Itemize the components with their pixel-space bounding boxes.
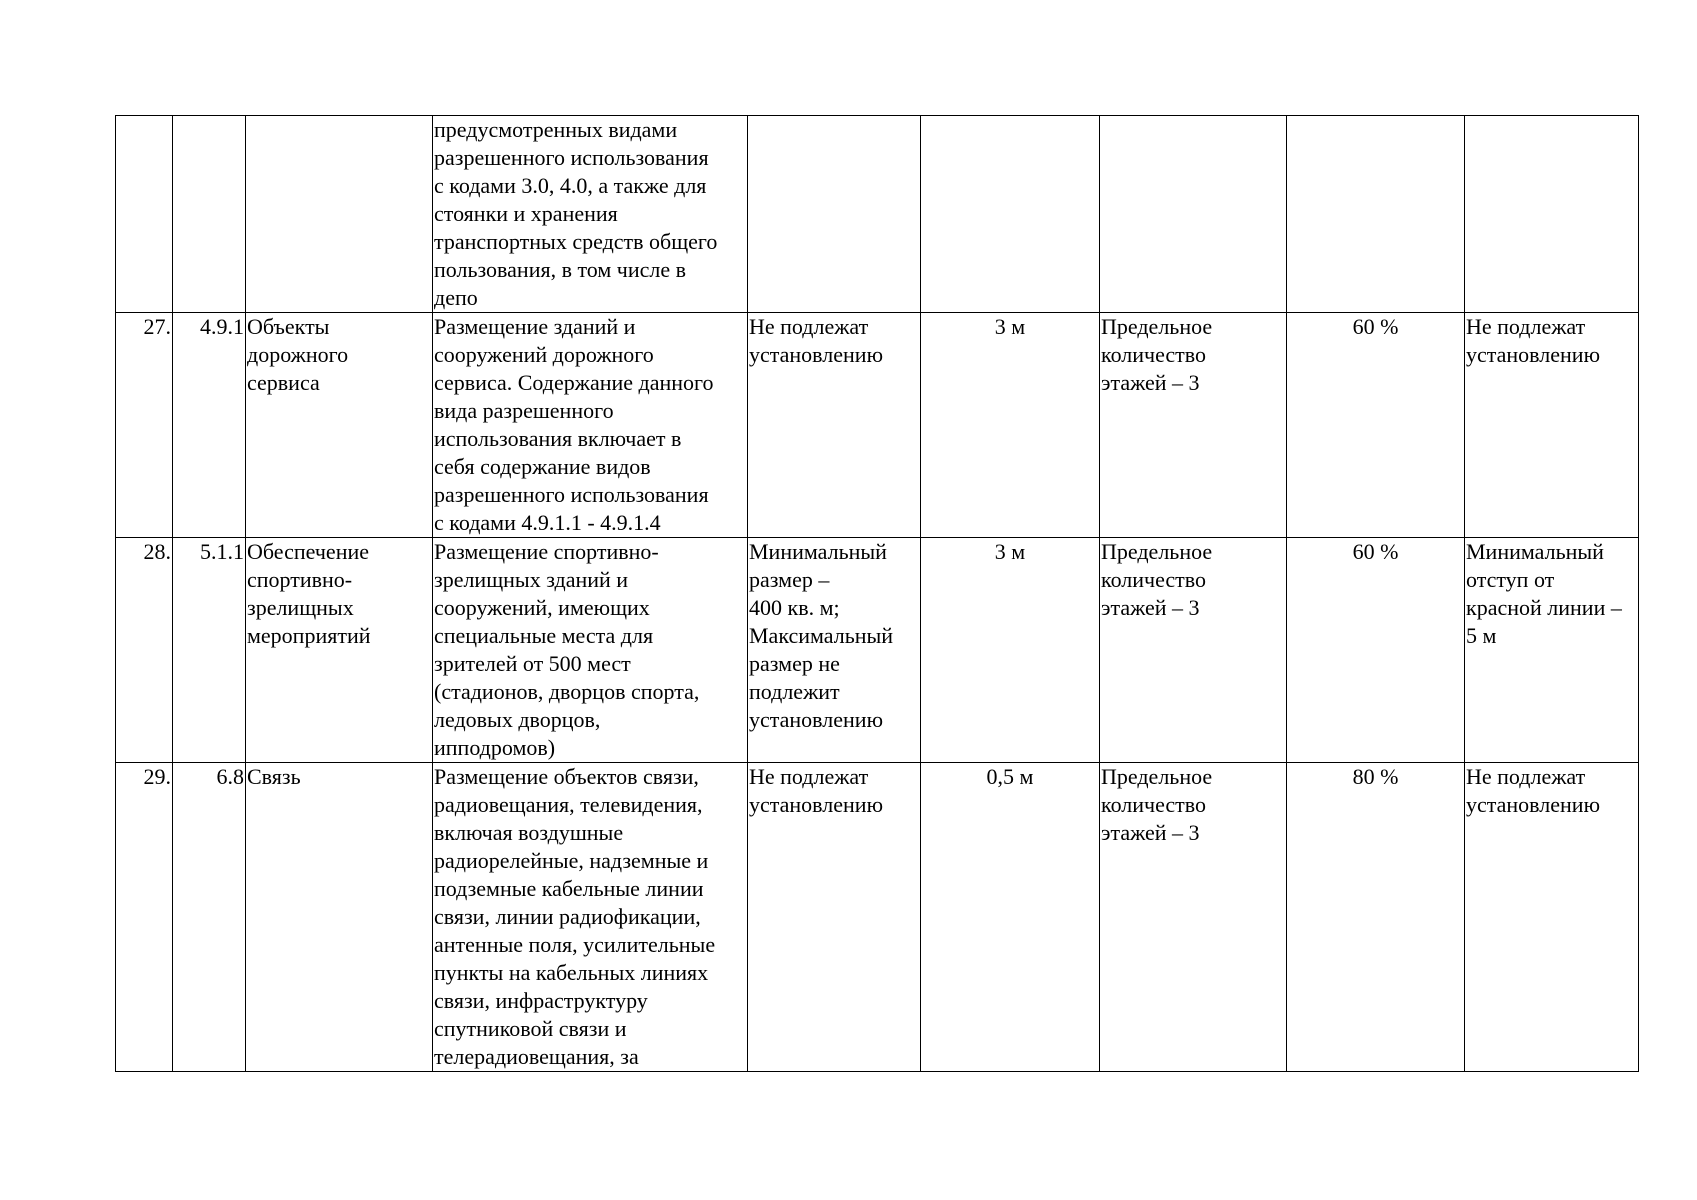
plot-size-cell: Не подлежат установлению <box>748 313 921 538</box>
coverage-percent-cell <box>1287 116 1465 313</box>
use-code-cell: 5.1.1 <box>173 538 246 763</box>
setback-cell <box>921 116 1100 313</box>
setback-cell: 0,5 м <box>921 763 1100 1072</box>
use-description-cell: Размещение зданий и сооружений дорожного сервиса. Содержание данного вида разрешенного использования включает в себя содержание видов разрешенного использования с кодами 4.9.1.1 - 4.9.1.4 <box>433 313 748 538</box>
setback-cell: 3 м <box>921 538 1100 763</box>
use-code-cell <box>173 116 246 313</box>
floors-cell: Предельное количество этажей – 3 <box>1100 763 1287 1072</box>
setback-cell: 3 м <box>921 313 1100 538</box>
plot-size-cell: Не подлежат установлению <box>748 763 921 1072</box>
floors-cell <box>1100 116 1287 313</box>
row-number-cell: 29. <box>116 763 173 1072</box>
use-name-cell: Обеспечение спортивно- зрелищных мероприятий <box>246 538 433 763</box>
coverage-percent-cell: 60 % <box>1287 313 1465 538</box>
use-description-cell: Размещение спортивно- зрелищных зданий и сооружений, имеющих специальные места для зрителей от 500 мест (стадионов, дворцов спорта, ледовых дворцов, ипподромов) <box>433 538 748 763</box>
use-name-cell: Связь <box>246 763 433 1072</box>
row-number-cell: 27. <box>116 313 173 538</box>
use-name-cell: Объекты дорожного сервиса <box>246 313 433 538</box>
row-number-cell: 28. <box>116 538 173 763</box>
coverage-percent-cell: 80 % <box>1287 763 1465 1072</box>
coverage-percent-cell: 60 % <box>1287 538 1465 763</box>
other-params-cell <box>1465 116 1639 313</box>
table-row-continuation <box>116 116 1639 313</box>
other-params-cell: Не подлежат установлению <box>1465 763 1639 1072</box>
use-code-cell: 6.8 <box>173 763 246 1072</box>
row-number-cell <box>116 116 173 313</box>
table-row <box>116 763 1639 1072</box>
plot-size-cell <box>748 116 921 313</box>
plot-size-cell: Минимальный размер – 400 кв. м; Максимальный размер не подлежит установлению <box>748 538 921 763</box>
other-params-cell: Минимальный отступ от красной линии – 5 м <box>1465 538 1639 763</box>
use-name-cell <box>246 116 433 313</box>
use-description-cell: предусмотренных видами разрешенного использования с кодами 3.0, 4.0, а также для стоянки и хранения транспортных средств общего пользования, в том числе в депо <box>433 116 748 313</box>
floors-cell: Предельное количество этажей – 3 <box>1100 313 1287 538</box>
land-use-regulations-table <box>115 115 1639 1072</box>
table-row <box>116 313 1639 538</box>
floors-cell: Предельное количество этажей – 3 <box>1100 538 1287 763</box>
use-code-cell: 4.9.1 <box>173 313 246 538</box>
other-params-cell: Не подлежат установлению <box>1465 313 1639 538</box>
table-row <box>116 538 1639 763</box>
use-description-cell: Размещение объектов связи, радиовещания, телевидения, включая воздушные радиорелейные, надземные и подземные кабельные линии связи, линии радиофикации, антенные поля, усилительные пункты на кабельных линиях связи, инфраструктуру спутниковой связи и телерадиовещания, за <box>433 763 748 1072</box>
